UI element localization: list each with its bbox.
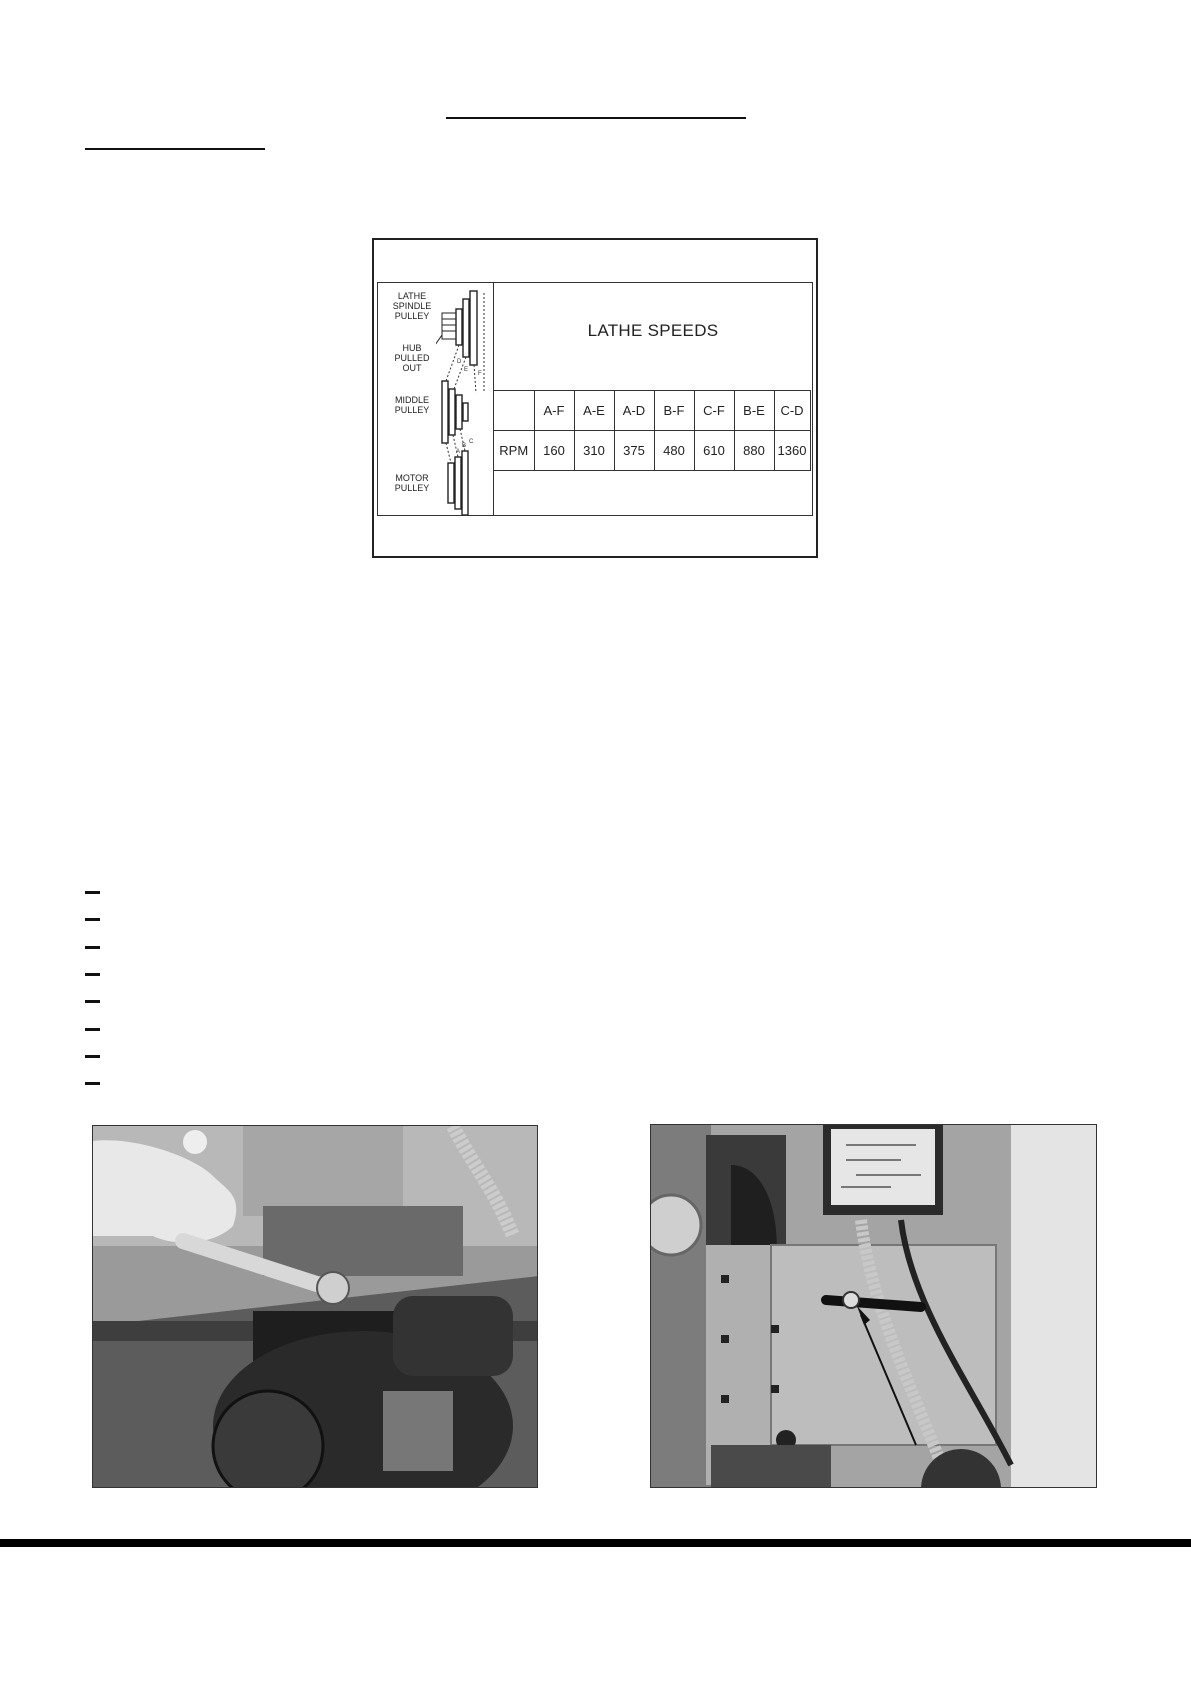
- speed-chart-panel: [377, 282, 813, 516]
- corner-cell: [494, 391, 534, 431]
- spindle-pulley-label: LATHE SPINDLE PULLEY: [392, 291, 432, 321]
- belt-letter-d: D: [457, 359, 462, 365]
- checklist-bullet: [85, 918, 100, 921]
- rpm-cell: 610: [694, 431, 734, 471]
- lathe-speed-chart: [372, 238, 818, 558]
- rpm-cell: 1360: [774, 431, 810, 471]
- rpm-cell: 375: [614, 431, 654, 471]
- combo-cell: B-E: [734, 391, 774, 431]
- rpm-cell: 880: [734, 431, 774, 471]
- checklist-bullet: [85, 1000, 100, 1003]
- hub-pulled-out-label: HUB PULLED OUT: [394, 343, 430, 373]
- middle-pulley-icon: [442, 381, 468, 443]
- belt-tension-photo: [650, 1124, 1097, 1488]
- belt-letter-c: C: [469, 439, 474, 445]
- rpm-cell: 480: [654, 431, 694, 471]
- motor-pulley-icon: [448, 451, 468, 515]
- speed-table: [494, 390, 811, 471]
- checklist-bullet: [85, 1028, 100, 1031]
- rpm-cell: 310: [574, 431, 614, 471]
- rpm-cell: 160: [534, 431, 574, 471]
- belt-letter-e: E: [464, 367, 469, 373]
- pulley-drawing: [436, 283, 492, 515]
- checklist-bullet: [85, 1082, 100, 1085]
- middle-pulley-label: MIDDLE PULLEY: [394, 395, 430, 415]
- combo-cell: C-D: [774, 391, 810, 431]
- motor-pulley-label: MOTOR PULLEY: [394, 473, 430, 493]
- rpm-row-label: RPM: [494, 431, 534, 471]
- rpm-row: [494, 431, 810, 471]
- hub-icon: [442, 313, 456, 339]
- belt-letter-f: F: [478, 371, 482, 377]
- tension-lever-icon: [826, 1300, 921, 1307]
- belt-letter-a: A: [456, 449, 461, 455]
- hub-leader-line: [436, 335, 442, 355]
- checklist-bullet: [85, 1055, 100, 1058]
- section-heading-rule: [85, 148, 265, 150]
- combo-cell: C-F: [694, 391, 734, 431]
- pulley-diagram: [378, 283, 494, 515]
- combo-cell: A-F: [534, 391, 574, 431]
- header-title-rule: [446, 117, 746, 119]
- footer-rule: [0, 1539, 1191, 1547]
- combo-cell: B-F: [654, 391, 694, 431]
- combo-row: [494, 391, 810, 431]
- combo-cell: A-E: [574, 391, 614, 431]
- checklist-bullet: [85, 973, 100, 976]
- combo-cell: A-D: [614, 391, 654, 431]
- motor-mount-photo: [92, 1125, 538, 1488]
- spindle-pulley-icon: [456, 291, 477, 365]
- checklist-bullet: [85, 891, 100, 894]
- belt-letter-b: B: [462, 443, 467, 449]
- lathe-speeds-title: LATHE SPEEDS: [587, 321, 719, 340]
- checklist-bullet: [85, 946, 100, 949]
